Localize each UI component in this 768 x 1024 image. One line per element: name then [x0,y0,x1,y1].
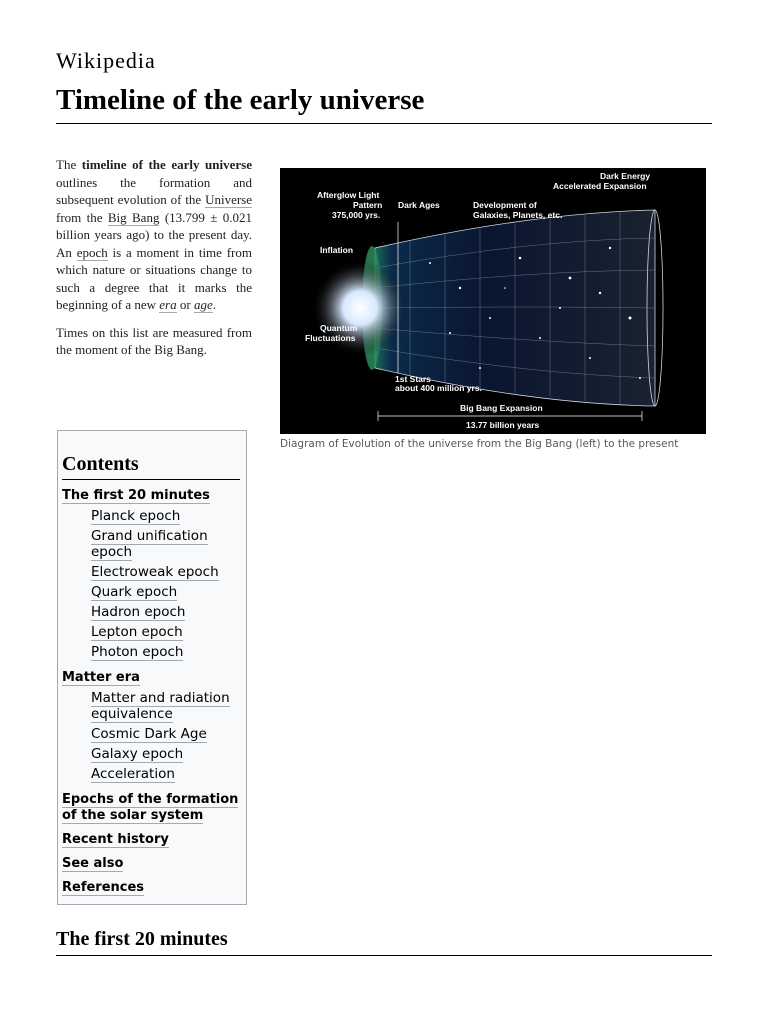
label-big-bang-expansion: Big Bang Expansion [460,403,543,413]
toc-item[interactable] [62,746,240,762]
text: is a moment in time from which nature or situations change to such a degree that it marks the beginning of a new [56,244,252,312]
toc-link[interactable]: Hadron epoch [91,604,186,620]
toc-section-see-also[interactable] [62,856,240,872]
label-dark-ages: Dark Ages [398,200,440,210]
toc-link[interactable]: See also [62,856,124,871]
intro-text [56,156,252,369]
toc-link[interactable]: Quark epoch [91,584,178,600]
figure-caption: Diagram of Evolution of the universe from the Big Bang (left) to the present [280,438,679,450]
toc-section-first-20-minutes[interactable] [62,488,240,504]
toc-section-recent-history[interactable] [62,832,240,848]
toc-section-references[interactable] [62,880,240,896]
toc-link[interactable]: Grand unification epoch [91,528,208,560]
text: (13.799 ± 0.021 billion years ago) to the present day. An [56,209,253,260]
toc-link[interactable]: Lepton epoch [91,624,183,640]
toc-item[interactable] [62,564,240,580]
label-inflation: Inflation [320,245,354,255]
toc-item[interactable] [62,528,240,560]
bold-term: timeline of the early universe [81,157,252,172]
toc-link[interactable]: Galaxy epoch [91,746,184,762]
wikipedia-logo[interactable]: Wikipedia [56,48,156,73]
text: . [212,297,216,312]
section-heading: The first 20 minutes [56,928,712,956]
page-title: Timeline of the early universe [56,84,712,124]
toc-section-solar-system[interactable] [62,792,240,824]
toc-link[interactable]: Matter and radiation equivalence [91,690,230,722]
text: or [176,297,194,312]
toc-heading: Contents [62,453,240,480]
toc-link[interactable]: Photon epoch [91,644,184,660]
toc-link[interactable]: The first 20 minutes [62,488,210,503]
label-afterglow-1: Afterglow Light [317,190,380,200]
toc-link[interactable]: Recent history [62,832,169,847]
toc-item[interactable] [62,508,240,524]
toc-item[interactable] [62,644,240,660]
text: outlines the formation and subsequent evolution of the [56,174,252,207]
link-universe[interactable]: Universe [205,192,252,207]
universe-diagram-image[interactable] [280,168,706,434]
label-quantum-1: Quantum [320,323,358,333]
label-quantum-2: Fluctuations [305,333,356,343]
intro-paragraph-1 [56,156,252,314]
intro-paragraph-2: Times on this list are measured from the moment of the Big Bang. [56,324,252,357]
toc-link[interactable]: Epochs of the formation of the solar system [62,792,239,823]
toc-item[interactable] [62,584,240,600]
link-epoch[interactable]: epoch [76,244,108,260]
toc-section-matter-era[interactable] [62,670,240,686]
label-first-stars-2: about 400 million yrs. [395,383,482,393]
label-first-stars-1: 1st Stars [395,374,431,384]
label-dark-energy: Dark Energy [600,171,651,181]
label-development-1: Development of [473,200,537,210]
toc-item[interactable] [62,690,240,722]
link-age[interactable]: age [193,297,213,312]
toc-item[interactable] [62,766,240,782]
toc-link[interactable]: Electroweak epoch [91,564,219,580]
label-duration: 13.77 billion years [466,420,540,430]
universe-diagram-figure [280,168,706,450]
link-big-bang[interactable]: Big Bang [107,209,160,225]
label-development-2: Galaxies, Planets, etc. [473,210,563,220]
toc-link[interactable]: Matter era [62,670,140,685]
toc-link[interactable]: Acceleration [91,766,175,782]
toc-link[interactable]: Planck epoch [91,508,181,524]
toc-link[interactable]: References [62,880,145,895]
toc-item[interactable] [62,624,240,640]
table-of-contents [57,430,247,905]
label-accelerated-expansion: Accelerated Expansion [553,181,647,191]
label-afterglow-3: 375,000 yrs. [332,210,381,220]
link-era[interactable]: era [159,297,177,312]
label-afterglow-2: Pattern [353,200,383,210]
text: The [56,157,82,172]
toc-item[interactable] [62,604,240,620]
text: from the [56,209,108,225]
toc-item[interactable] [62,726,240,742]
toc-link[interactable]: Cosmic Dark Age [91,726,207,742]
